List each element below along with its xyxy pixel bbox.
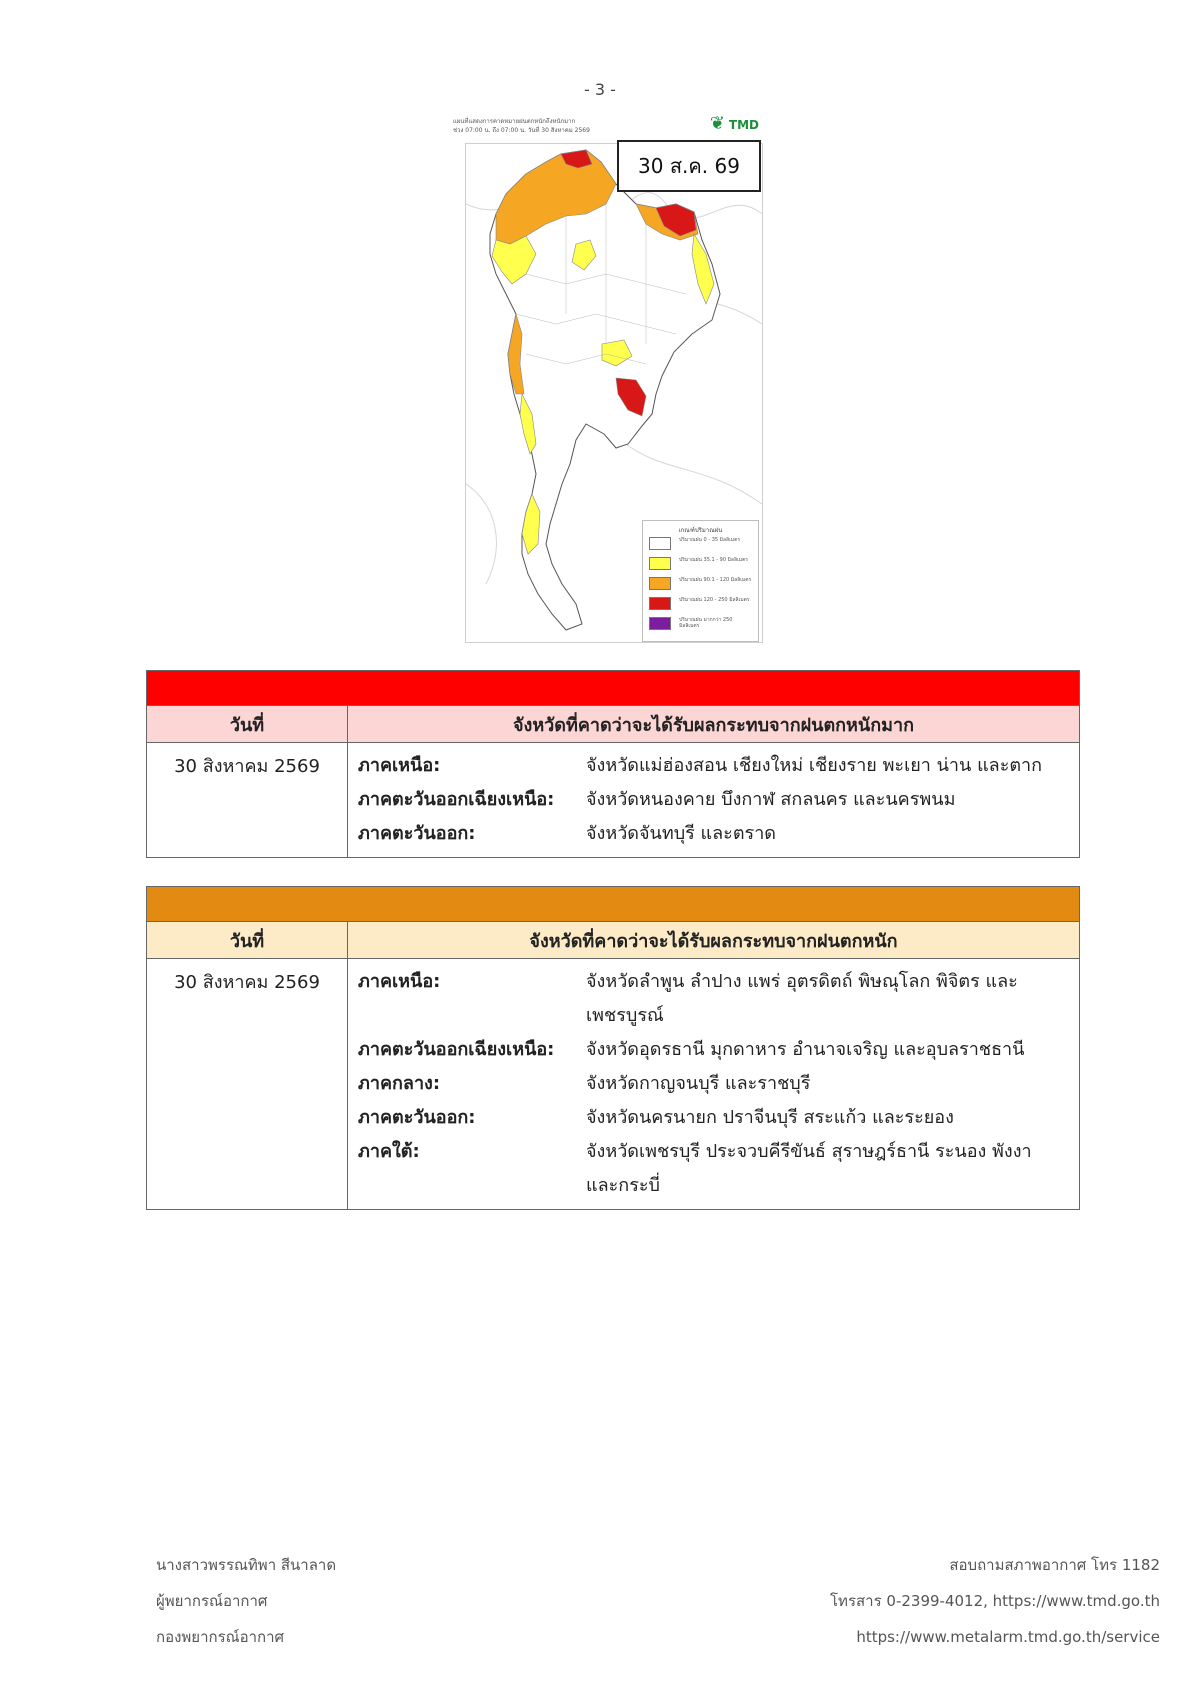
- heavy-rain-table: [146, 886, 1080, 1210]
- leaf-icon: ❦: [709, 113, 725, 134]
- province-list: จังหวัดกาญจนบุรี และราชบุรี: [586, 1073, 811, 1094]
- legend-swatch: [649, 537, 671, 550]
- legend-item: [649, 577, 754, 591]
- table-row: [147, 959, 1080, 1210]
- region-name: ภาคตะวันออกเฉียงเหนือ:: [358, 1039, 555, 1060]
- contact-fax-website: โทรสาร 0-2399-4012, https://www.tmd.go.th: [830, 1592, 1160, 1610]
- table-banner: [147, 671, 1080, 706]
- very-heavy-rain-table: [146, 670, 1080, 858]
- map-date-label: 30 ส.ค. 69: [617, 140, 761, 192]
- region-cell: [348, 743, 1080, 858]
- logo-text: TMD: [728, 118, 759, 132]
- legend-item: [649, 617, 754, 631]
- date-column-header: วันที่: [147, 922, 348, 959]
- region-name: ภาคกลาง:: [358, 1073, 441, 1094]
- region-entry: [358, 783, 1069, 817]
- contact-phone: สอบถามสภาพอากาศ โทร 1182: [949, 1556, 1160, 1574]
- legend-label: ปริมาณฝน 90.1 - 120 มิลลิเมตร: [679, 577, 752, 583]
- table-header-row: [147, 922, 1080, 959]
- region-entry: [358, 1067, 1069, 1101]
- footer-contact: [830, 1547, 1160, 1655]
- table-banner: [147, 887, 1080, 922]
- map-header: [453, 117, 703, 135]
- legend-item: [649, 597, 754, 611]
- province-list: จังหวัดอุดรธานี มุกดาหาร อำนาจเจริญ และอุบลราชธานี: [586, 1039, 1025, 1060]
- table-row: [147, 743, 1080, 858]
- banner-cell: [147, 887, 1080, 922]
- legend-label: ปริมาณฝน มากกว่า 250 มิลลิเมตร: [679, 617, 733, 629]
- region-entry: [358, 1033, 1069, 1067]
- tmd-logo: [710, 113, 759, 134]
- region-entry: [358, 1101, 1069, 1135]
- province-list: จังหวัดเพชรบุรี ประจวบคีรีขันธ์ สุราษฎร์ธานี ระนอง พังงา และกระบี่: [586, 1141, 1032, 1196]
- banner-cell: [147, 671, 1080, 706]
- region-name: ภาคเหนือ:: [358, 755, 441, 776]
- footer-author: [156, 1547, 336, 1655]
- region-name: ภาคตะวันออก:: [358, 823, 476, 844]
- forecaster-division: กองพยากรณ์อากาศ: [156, 1628, 285, 1646]
- province-list: จังหวัดหนองคาย บึงกาฬ สกลนคร และนครพนม: [586, 789, 956, 810]
- region-entry: [358, 749, 1069, 783]
- table-header-row: [147, 706, 1080, 743]
- legend-label: ปริมาณฝน 0 - 35 มิลลิเมตร: [679, 537, 741, 543]
- legend-swatch: [649, 617, 671, 630]
- region-cell: [348, 959, 1080, 1210]
- forecaster-title: ผู้พยากรณ์อากาศ: [156, 1592, 268, 1610]
- map-header-line1: แผนที่แสดงการคาดหมายฝนตกหนักถึงหนักมาก: [453, 118, 576, 125]
- page-number: - 3 -: [584, 80, 616, 99]
- legend-label: ปริมาณฝน 35.1 - 90 มิลลิเมตร: [679, 557, 748, 563]
- region-name: ภาคใต้:: [358, 1141, 420, 1162]
- province-list: จังหวัดนครนายก ปราจีนบุรี สระแก้ว และระยอง: [586, 1107, 954, 1128]
- legend-title: เกณฑ์ปริมาณฝน: [678, 527, 723, 534]
- legend-label: ปริมาณฝน 120 - 250 มิลลิเมตร: [679, 597, 750, 603]
- province-list: จังหวัดจันทบุรี และตราด: [586, 823, 776, 844]
- region-entry: [358, 965, 1069, 1033]
- region-entry: [358, 1135, 1069, 1203]
- province-list: จังหวัดลำพูน ลำปาง แพร่ อุตรดิตถ์ พิษณุโลก พิจิตร และเพชรบูรณ์: [586, 971, 1018, 1026]
- legend-item: [649, 557, 754, 571]
- legend-swatch: [649, 597, 671, 610]
- region-entry: [358, 817, 1069, 851]
- rain-legend: [642, 520, 759, 642]
- region-name: ภาคเหนือ:: [358, 971, 441, 992]
- date-cell: 30 สิงหาคม 2569: [147, 959, 348, 1210]
- province-column-header: จังหวัดที่คาดว่าจะได้รับผลกระทบจากฝนตกหนัก: [348, 922, 1080, 959]
- province-column-header: จังหวัดที่คาดว่าจะได้รับผลกระทบจากฝนตกหนักมาก: [348, 706, 1080, 743]
- province-list: จังหวัดแม่ฮ่องสอน เชียงใหม่ เชียงราย พะเยา น่าน และตาก: [586, 755, 1043, 776]
- region-name: ภาคตะวันออก:: [358, 1107, 476, 1128]
- contact-service-link[interactable]: https://www.metalarm.tmd.go.th/service: [856, 1628, 1160, 1646]
- map-header-line2: ช่วง 07:00 น. ถึง 07:00 น. วันที่ 30 สิงหาคม 2569: [453, 127, 590, 134]
- forecaster-name: นางสาวพรรณทิพา สีนาลาด: [156, 1556, 337, 1574]
- legend-item: [649, 537, 754, 551]
- date-column-header: วันที่: [147, 706, 348, 743]
- legend-swatch: [649, 577, 671, 590]
- region-name: ภาคตะวันออกเฉียงเหนือ:: [358, 789, 555, 810]
- date-cell: 30 สิงหาคม 2569: [147, 743, 348, 858]
- legend-swatch: [649, 557, 671, 570]
